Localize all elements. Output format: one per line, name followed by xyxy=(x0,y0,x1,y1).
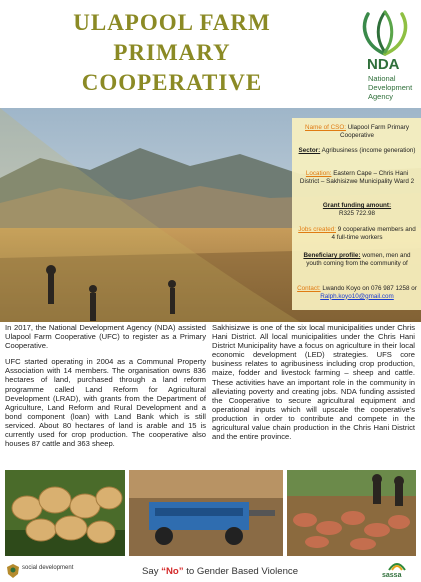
body-right-column xyxy=(212,323,415,448)
location-label: Location: xyxy=(305,170,332,177)
nda-logo xyxy=(352,4,418,112)
coat-of-arms-icon xyxy=(6,563,20,579)
sassa-emblem-icon xyxy=(387,560,407,572)
equipment-photo xyxy=(129,470,283,556)
potatoes-photo xyxy=(5,470,125,556)
left-paragraph-1: In 2017, the National Development Agency (NDA) assisted Ulapool Farm Cooperative (UFC) to register as a Primary Cooperative. xyxy=(5,323,206,351)
grant-value: R325 722.98 xyxy=(338,209,376,217)
location-value: Eastern Cape – Chris Hani District – Sakhisizwe Municipality Ward 2 xyxy=(299,170,415,185)
nda-name xyxy=(368,74,412,101)
body-left-column xyxy=(5,323,206,455)
social-development-logo xyxy=(6,562,76,580)
info-contact xyxy=(296,285,418,300)
nda-abbr: NDA xyxy=(367,56,400,73)
gbv-slogan xyxy=(120,566,320,577)
page-title xyxy=(0,8,344,98)
grant-label: Grant funding amount: xyxy=(322,202,392,209)
slogan-pre: Say xyxy=(141,566,162,577)
nda-name-line-1: National xyxy=(368,74,396,83)
sweet-potatoes-photo xyxy=(287,470,416,556)
sector-value: Agribusiness (income generation) xyxy=(320,147,416,154)
info-sector xyxy=(296,147,418,155)
nda-leaf-icon xyxy=(356,6,414,58)
info-location xyxy=(296,170,418,185)
info-beneficiary xyxy=(296,252,418,267)
contact-value: Lwando Koyo on 076 987 1258 or xyxy=(320,285,417,292)
title-line-1: ULAPOOL FARM xyxy=(73,10,271,35)
info-cso xyxy=(296,124,418,139)
sassa-text: sassa xyxy=(382,572,402,579)
title-line-3: COOPERATIVE xyxy=(81,70,263,95)
social-development-text: social development xyxy=(22,565,74,571)
cso-label: Name of CSO: xyxy=(305,124,346,131)
contact-label: Contact: xyxy=(297,285,321,292)
info-jobs xyxy=(296,226,418,241)
slogan-post: to Gender Based Violence xyxy=(183,566,299,577)
right-paragraph-1: Sakhisizwe is one of the six local municipalities under Chris Hani District. All local municipalities under the Chris Hani District Municipality have a focus on agriculture in their local economic development (LED) strategies. UFS core business relates to agribusiness including crop production, maize, fodder and livestock farming – sheep and cattle. These activities have an important role in the community in alleviating poverty and creating jobs. NDA funding assisted the Cooperative to secure agricultural equipment and operational inputs which will upscale the cooperative's production in order to contribute and compete in the agricultural value chain production in the Chris Hani District and the entire province. xyxy=(212,323,415,442)
beneficiary-value: women, men and youth coming from the community of xyxy=(306,252,411,267)
info-grant xyxy=(296,202,418,217)
nda-name-line-2: Development xyxy=(368,83,413,92)
left-paragraph-2: UFC started operating in 2004 as a Communal Property Association with 14 members. The organisation owns 836 hectares of land, purchased through a land reform programme called Land Reform for Agricultural Development (LRAD), with grants from the Department of Agriculture, Land Reform and Rural Development and a bond component (loan) with Land Bank which is still serviced. About 80 hectares of land is arable and 15 is currently used for crop production. The cooperative also houses 87 cattle and 363 sheep. xyxy=(5,357,206,449)
jobs-value: 9 cooperative members and 4 full-time workers xyxy=(331,226,416,241)
title-line-2: PRIMARY xyxy=(113,40,231,65)
contact-email-link[interactable]: Ralph.koyo10@gmail.com xyxy=(320,292,394,300)
jobs-label: Jobs created: xyxy=(298,226,336,233)
sector-label: Sector: xyxy=(298,147,321,154)
slogan-no: “No” xyxy=(161,566,184,577)
beneficiary-label: Beneficiary profile: xyxy=(303,252,361,259)
sassa-logo xyxy=(378,560,416,580)
cso-value: Ulapool Farm Primary Cooperative xyxy=(340,124,409,139)
nda-name-line-3: Agency xyxy=(368,92,394,101)
